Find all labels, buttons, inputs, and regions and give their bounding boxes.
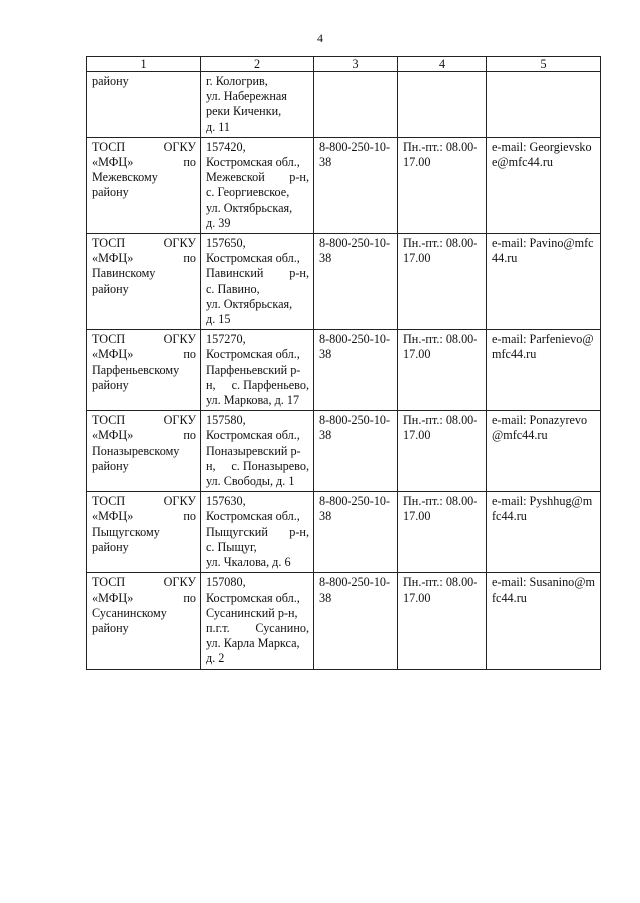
email-cell: e-mail: Pavino@mfc44.ru [487,234,601,330]
address-line: н, с. Парфеньево, [206,377,309,392]
office-name-line: ТОСП ОГКУ [92,236,196,251]
address-line: 157420, [206,139,246,154]
address-line: с. Павино, [206,281,260,296]
office-name-line: «МФЦ» по [92,509,196,524]
address-line: п.г.т. Сусанино, [206,620,309,635]
address-line: Сусанинский р-н, [206,605,298,620]
office-name-line: «МФЦ» по [92,155,196,170]
address-cell [201,573,314,669]
table-row [87,411,601,492]
table-row [87,137,601,233]
office-name-line: ТОСП ОГКУ [92,332,196,347]
table-header-row [87,57,601,72]
phone-cell: 8-800-250-10-38 [314,234,398,330]
address-line: Парфеньевский р- [206,362,301,377]
address-line: Павинский р-н, [206,266,309,281]
office-name-cell [87,330,201,411]
hours-cell: Пн.-пт.: 08.00-17.00 [398,411,487,492]
address-line: ул. Карла Маркса, [206,636,300,651]
office-name-line: Поназыревскому [92,443,180,458]
office-name-line: Павинскому [92,266,156,281]
address-line: ул. Октябрьская, [206,200,293,215]
address-line: Костромская обл., [206,347,300,362]
address-line: Костромская обл., [206,155,300,170]
column-header: 3 [314,57,398,72]
address-line: 157630, [206,494,246,509]
office-name-line: ТОСП ОГКУ [92,413,196,428]
office-name-cell [87,234,201,330]
address-cell [201,72,314,138]
hours-cell: Пн.-пт.: 08.00-17.00 [398,330,487,411]
table-row [87,234,601,330]
hours-cell: Пн.-пт.: 08.00-17.00 [398,234,487,330]
address-line: с. Георгиевское, [206,185,290,200]
address-line: н, с. Поназырево, [206,458,309,473]
address-line: Костромская обл., [206,509,300,524]
office-name-line: Парфеньевскому [92,362,180,377]
hours-cell: Пн.-пт.: 08.00-17.00 [398,137,487,233]
office-name-line: районy [92,74,129,88]
office-name-line: «МФЦ» по [92,347,196,362]
address-line: Поназыревский р- [206,443,301,458]
offices-table [86,56,601,670]
phone-cell [314,72,398,138]
address-line: д. 39 [206,215,231,230]
table-row [87,492,601,573]
address-line: ул. Набережная [206,89,287,104]
phone-cell: 8-800-250-10-38 [314,573,398,669]
hours-cell [398,72,487,138]
address-cell [201,137,314,233]
phone-cell: 8-800-250-10-38 [314,492,398,573]
address-line: ул. Октябрьская, [206,296,293,311]
address-line: г. Кологрив, [206,74,268,88]
email-cell: e-mail: Pyshhug@mfc44.ru [487,492,601,573]
office-name-line: Пыщугскому [92,524,160,539]
address-line: с. Пыщуг, [206,539,257,554]
email-cell: e-mail: Ponazyrevo@mfc44.ru [487,411,601,492]
email-cell: e-mail: Susanino@mfc44.ru [487,573,601,669]
office-name-line: Межевскому [92,170,158,185]
hours-cell: Пн.-пт.: 08.00-17.00 [398,573,487,669]
address-line: 157650, [206,236,246,251]
office-name-line: ТОСП ОГКУ [92,494,196,509]
office-name-line: району [92,458,129,473]
address-line: ул. Маркова, д. 17 [206,393,300,408]
phone-cell: 8-800-250-10-38 [314,411,398,492]
table-row [87,330,601,411]
address-line: реки Киченки, [206,104,282,119]
column-header: 1 [87,57,201,72]
office-name-cell [87,137,201,233]
address-line: Костромская обл., [206,428,300,443]
address-line: д. 2 [206,651,225,666]
email-cell: e-mail: Parfenievo@mfc44.ru [487,330,601,411]
table-row [87,573,601,669]
address-line: д. 15 [206,312,231,327]
phone-cell: 8-800-250-10-38 [314,330,398,411]
email-cell: e-mail: Georgievskoe@mfc44.ru [487,137,601,233]
office-name-line: ТОСП ОГКУ [92,575,196,590]
address-line: 157270, [206,332,246,347]
hours-cell: Пн.-пт.: 08.00-17.00 [398,492,487,573]
office-name-line: «МФЦ» по [92,428,196,443]
column-header: 5 [487,57,601,72]
office-name-line: району [92,377,129,392]
office-name-line: району [92,620,129,635]
address-cell [201,234,314,330]
address-line: ул. Чкалова, д. 6 [206,555,291,570]
address-line: Костромская обл., [206,251,300,266]
office-name-cell [87,411,201,492]
office-name-line: району [92,539,129,554]
address-line: 157580, [206,413,246,428]
office-name-line: Сусанинскому [92,605,167,620]
office-name-line: «МФЦ» по [92,251,196,266]
office-name-line: району [92,185,129,200]
address-cell [201,492,314,573]
address-line: ул. Свободы, д. 1 [206,474,295,489]
office-name-line: ТОСП ОГКУ [92,139,196,154]
address-cell [201,330,314,411]
phone-cell: 8-800-250-10-38 [314,137,398,233]
office-name-line: району [92,281,129,296]
page-number: 4 [317,31,323,45]
column-header: 4 [398,57,487,72]
address-line: Межевской р-н, [206,170,309,185]
email-cell [487,72,601,138]
office-name-cell [87,573,201,669]
office-name-cell [87,492,201,573]
office-name-cell [87,72,201,138]
address-line: Костромская обл., [206,590,300,605]
table-row [87,72,601,138]
address-line: д. 11 [206,119,231,134]
address-line: 157080, [206,575,246,590]
column-header: 2 [201,57,314,72]
address-cell [201,411,314,492]
address-line: Пыщугский р-н, [206,524,309,539]
office-name-line: «МФЦ» по [92,590,196,605]
